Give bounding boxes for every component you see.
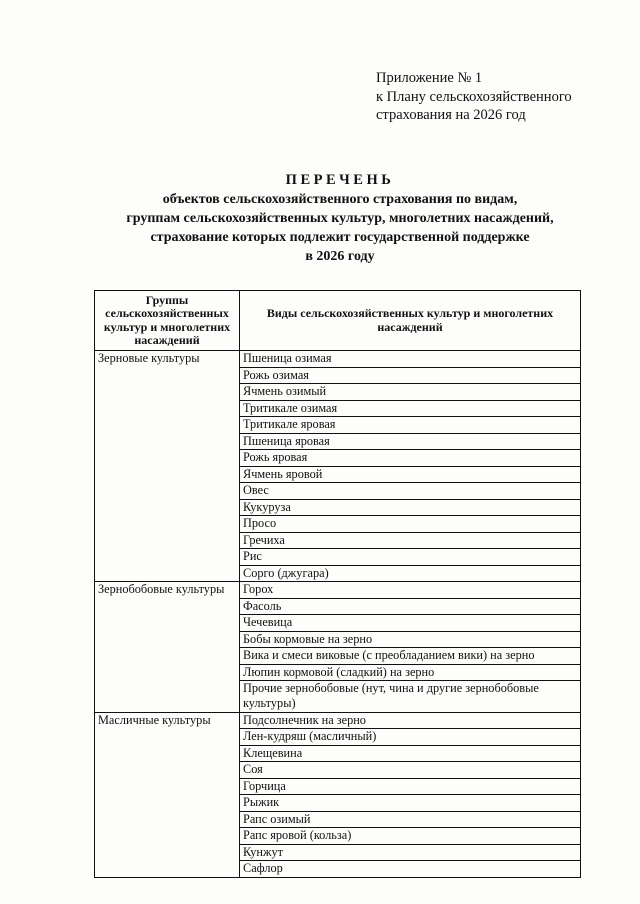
- crop-cell: Рыжик: [240, 795, 581, 812]
- crop-cell: Рапс яровой (кольза): [240, 828, 581, 845]
- crop-cell: Подсолнечник на зерно: [240, 712, 581, 729]
- group-cell: Зернобобовые культуры: [95, 582, 240, 713]
- table-row: [95, 582, 581, 599]
- header-groups: Группы сельскохозяйственных культур и многолетних насаждений: [95, 291, 240, 351]
- crop-cell: Прочие зернобобовые (нут, чина и другие зернобобовые культуры): [240, 681, 581, 713]
- heading-line: страхование которых подлежит государственной поддержке: [150, 230, 530, 245]
- crop-cell: Горох: [240, 582, 581, 599]
- group-cell: Зерновые культуры: [95, 351, 240, 582]
- crop-cell: Рапс озимый: [240, 811, 581, 828]
- crop-cell: Тритикале озимая: [240, 400, 581, 417]
- crop-cell: Сафлор: [240, 861, 581, 878]
- crop-cell: Кукуруза: [240, 499, 581, 516]
- crop-cell: Рожь озимая: [240, 367, 581, 384]
- crop-cell: Рис: [240, 549, 581, 566]
- crop-cell: Бобы кормовые на зерно: [240, 631, 581, 648]
- crop-cell: Лен-кудряш (масличный): [240, 729, 581, 746]
- heading-line: в 2026 году: [305, 249, 375, 264]
- crop-cell: Фасоль: [240, 598, 581, 615]
- table-header-row: [95, 291, 581, 351]
- crop-cell: Пшеница яровая: [240, 433, 581, 450]
- heading-line: группам сельскохозяйственных культур, многолетних насаждений,: [126, 211, 554, 226]
- header-crops: Виды сельскохозяйственных культур и многолетних насаждений: [240, 291, 581, 351]
- crop-cell: Пшеница озимая: [240, 351, 581, 368]
- crop-cell: Гречиха: [240, 532, 581, 549]
- table-row: [95, 712, 581, 729]
- crop-cell: Ячмень яровой: [240, 466, 581, 483]
- appendix-note: [376, 69, 572, 125]
- crop-cell: Вика и смеси виковые (с преобладанием вики) на зерно: [240, 648, 581, 665]
- crop-cell: Люпин кормовой (сладкий) на зерно: [240, 664, 581, 681]
- table-row: [95, 351, 581, 368]
- appendix-line: страхования на 2026 год: [376, 107, 526, 123]
- crops-table: [94, 290, 581, 878]
- crop-cell: Просо: [240, 516, 581, 533]
- crop-cell: Кунжут: [240, 844, 581, 861]
- group-cell: Масличные культуры: [95, 712, 240, 877]
- document-title: ПЕРЕЧЕНЬ: [285, 172, 395, 188]
- crop-cell: Чечевица: [240, 615, 581, 632]
- crop-cell: Ячмень озимый: [240, 384, 581, 401]
- document-heading: [80, 171, 600, 266]
- crop-cell: Клещевина: [240, 745, 581, 762]
- crop-cell: Тритикале яровая: [240, 417, 581, 434]
- appendix-line: к Плану сельскохозяйственного: [376, 88, 572, 105]
- crop-cell: Рожь яровая: [240, 450, 581, 467]
- heading-line: объектов сельскохозяйственного страхования по видам,: [162, 192, 518, 207]
- crop-cell: Горчица: [240, 778, 581, 795]
- crop-cell: Овес: [240, 483, 581, 500]
- crop-cell: Сорго (джугара): [240, 565, 581, 582]
- appendix-line: Приложение № 1: [376, 70, 483, 86]
- table-body: [95, 351, 581, 878]
- crop-cell: Соя: [240, 762, 581, 779]
